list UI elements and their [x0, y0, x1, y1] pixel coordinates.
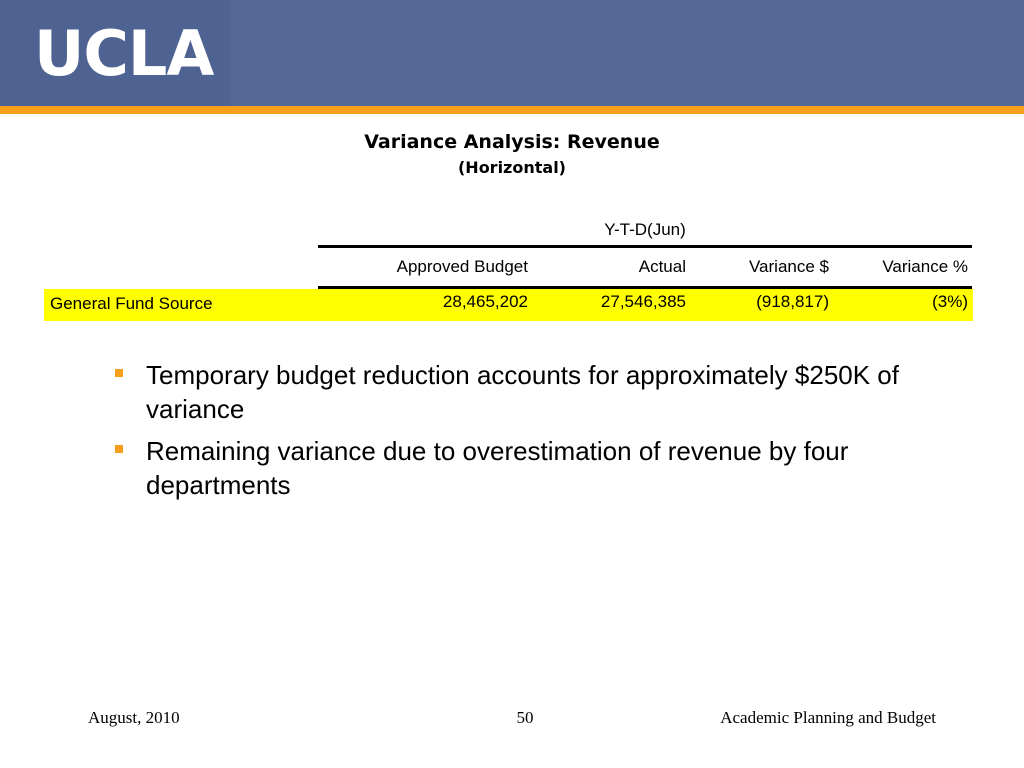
- column-header-variance-dollars: Variance $: [748, 257, 829, 276]
- cell-approved-budget: 28,465,202: [442, 292, 528, 311]
- header-band: [0, 0, 1024, 106]
- slide-subtitle: (Horizontal): [457, 158, 566, 177]
- cell-variance-dollars: (918,817): [756, 292, 829, 311]
- footer-date: August, 2010: [88, 708, 180, 727]
- column-header-approved-budget: Approved Budget: [396, 257, 528, 276]
- logo-block: [0, 0, 230, 106]
- footer-page-number: 50: [516, 708, 534, 727]
- footer-department: Academic Planning and Budget: [720, 708, 936, 727]
- bullet-item: [110, 434, 940, 502]
- slide-title: Variance Analysis: Revenue: [364, 131, 660, 153]
- bullet-list: [110, 358, 940, 510]
- column-header-variance-percent: Variance %: [882, 257, 968, 276]
- table-group-header: Y-T-D(Jun): [604, 220, 686, 239]
- row-label-general-fund-source: General Fund Source: [50, 294, 213, 313]
- column-header-actual: Actual: [638, 257, 686, 276]
- cell-variance-percent: (3%): [932, 292, 968, 311]
- table-top-rule: [318, 245, 972, 248]
- square-bullet-icon: [115, 445, 123, 453]
- bullet-text: Remaining variance due to overestimation of revenue by four departments: [146, 436, 849, 500]
- table-header-rule: [318, 286, 972, 289]
- cell-actual: 27,546,385: [600, 292, 686, 311]
- header-accent-rule: [0, 106, 1024, 114]
- square-bullet-icon: [115, 369, 123, 377]
- ucla-logo: UCLA: [34, 17, 214, 90]
- bullet-item: [110, 358, 940, 426]
- bullet-text: Temporary budget reduction accounts for approximately $250K of variance: [146, 360, 899, 424]
